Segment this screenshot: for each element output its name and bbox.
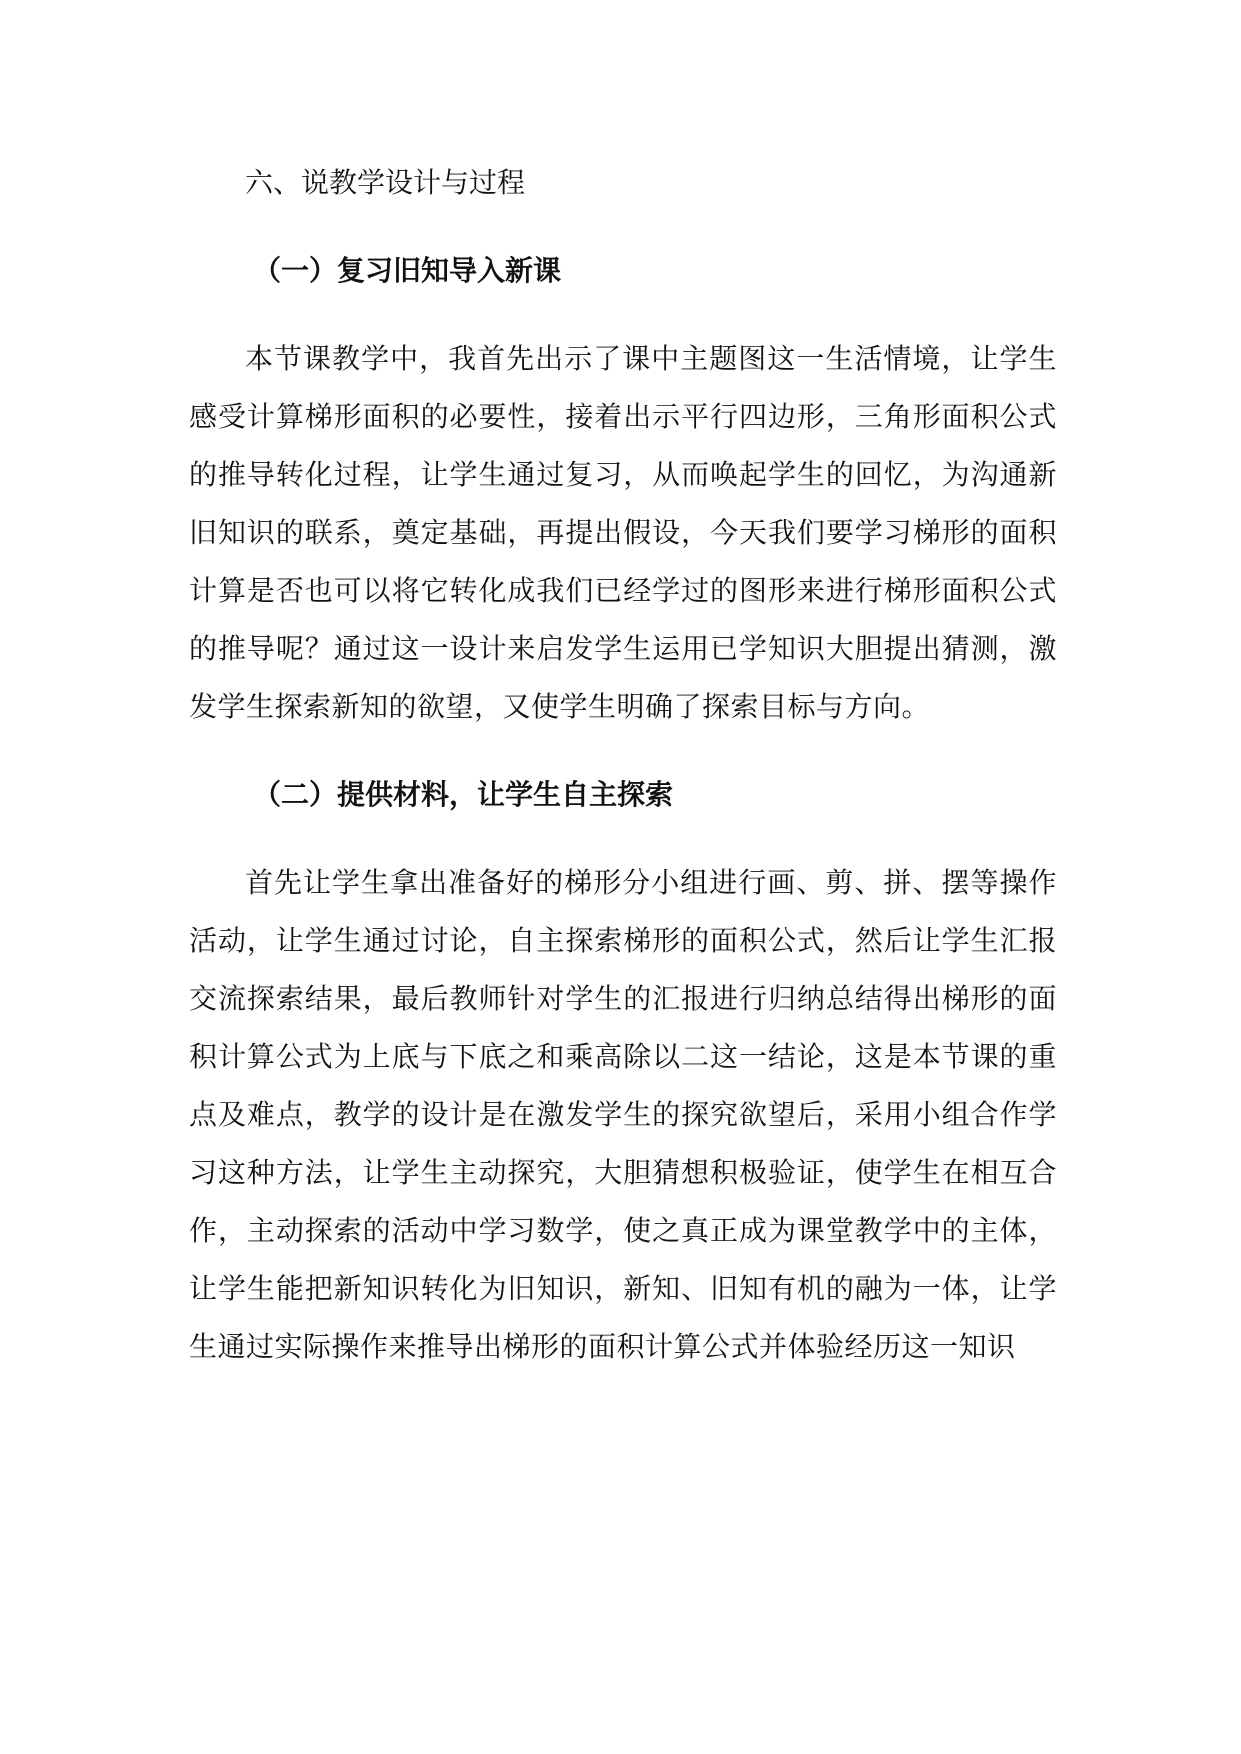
- subsection-2-title: （二）提供材料，让学生自主探索: [253, 778, 674, 811]
- subsection-1-title: （一）复习旧知导入新课: [253, 254, 562, 287]
- subsection-2-paragraph: 首先让学生拿出准备好的梯形分小组进行画、剪、拼、摆等操作活动，让学生通过讨论，自主探索梯形的面积公式，然后让学生汇报交流探索结果，最后教师针对学生的汇报进行归纳总结得出梯形的面积计算公式为上底与下底之和乘高除以二这一结论，这是本节课的重点及难点，教学的设计是在激发学生的探究欲望后，采用小组合作学习这种方法，让学生主动探究，大胆猜想积极验证，使学生在相互合作，主动探索的活动中学习数学，使之真正成为课堂教学中的主体，让学生能把新知识转化为旧知识，新知、旧知有机的融为一体，让学生通过实际操作来推导出梯形的面积计算公式并体验经历这一知识: [189, 866, 1057, 1363]
- document-body: [189, 154, 1057, 1376]
- section-title: 六、说教学设计与过程: [245, 166, 526, 199]
- subsection-1-paragraph: 本节课教学中，我首先出示了课中主题图这一生活情境，让学生感受计算梯形面积的必要性，接着出示平行四边形，三角形面积公式的推导转化过程，让学生通过复习，从而唤起学生的回忆，为沟通新旧知识的联系，奠定基础，再提出假设，今天我们要学习梯形的面积计算是否也可以将它转化成我们已经学过的图形来进行梯形面积公式的推导呢？通过这一设计来启发学生运用已学知识大胆提出猜测，激发学生探索新知的欲望，又使学生明确了探索目标与方向。: [189, 342, 1057, 723]
